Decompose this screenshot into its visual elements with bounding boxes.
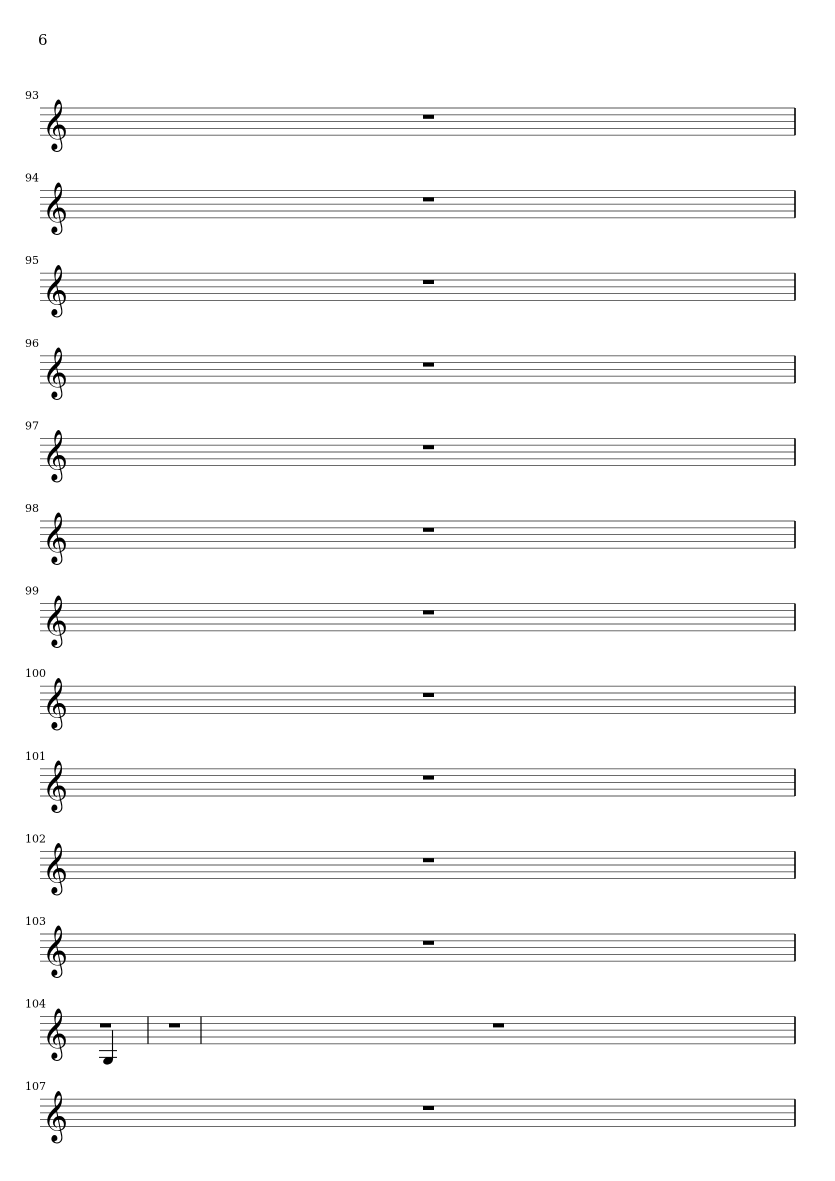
page-number: 6 xyxy=(38,31,48,49)
treble-clef-icon: 𝄞 xyxy=(42,264,69,316)
treble-clef-icon: 𝄞 xyxy=(42,677,69,729)
treble-clef-icon: 𝄞 xyxy=(42,429,69,481)
whole-rest xyxy=(423,197,434,201)
measure-number: 102 xyxy=(25,832,46,846)
staff-system xyxy=(25,89,795,152)
whole-rest xyxy=(423,941,434,945)
whole-rest xyxy=(423,610,434,614)
treble-clef-icon: 𝄞 xyxy=(42,99,69,151)
measure-number: 100 xyxy=(25,667,46,681)
staff-system xyxy=(25,172,795,235)
measure-number: 97 xyxy=(25,419,39,433)
whole-rest xyxy=(493,1023,504,1027)
staff-system xyxy=(25,254,795,317)
measure-number: 104 xyxy=(25,997,46,1011)
whole-rest xyxy=(169,1023,180,1027)
whole-rest xyxy=(423,1106,434,1110)
measure-number: 99 xyxy=(25,584,39,598)
whole-rest xyxy=(423,445,434,449)
whole-rest xyxy=(423,115,434,119)
staff-system xyxy=(25,667,795,730)
staff-system xyxy=(25,998,795,1066)
measure-number: 101 xyxy=(25,749,46,763)
measure-number: 95 xyxy=(25,254,39,268)
staff-system xyxy=(25,1080,795,1143)
treble-clef-icon: 𝄞 xyxy=(42,1007,69,1059)
whole-rest xyxy=(100,1023,111,1027)
whole-rest xyxy=(423,280,434,284)
measure-number: 98 xyxy=(25,502,39,515)
staff-system xyxy=(25,915,795,978)
staff-system xyxy=(25,419,795,482)
staff-system xyxy=(25,585,795,648)
treble-clef-icon: 𝄞 xyxy=(42,1090,69,1142)
treble-clef-icon: 𝄞 xyxy=(42,512,69,564)
treble-clef-icon: 𝄞 xyxy=(42,760,69,811)
staff-system xyxy=(25,750,795,813)
staff-system xyxy=(25,502,795,565)
treble-clef-icon: 𝄞 xyxy=(42,925,69,977)
staff-system xyxy=(25,832,795,895)
whole-rest xyxy=(423,528,434,532)
whole-rest xyxy=(423,776,434,780)
measure-number: 94 xyxy=(25,171,39,185)
treble-clef-icon: 𝄞 xyxy=(42,842,69,894)
whole-rest xyxy=(423,858,434,862)
staff-system xyxy=(25,337,795,400)
whole-rest xyxy=(423,363,434,367)
treble-clef-icon: 𝄞 xyxy=(42,594,69,646)
measure-number: 93 xyxy=(25,89,39,102)
treble-clef-icon: 𝄞 xyxy=(42,181,69,233)
measure-number: 96 xyxy=(25,336,39,350)
treble-clef-icon: 𝄞 xyxy=(42,347,69,398)
measure-number: 107 xyxy=(25,1080,46,1094)
measure-number: 103 xyxy=(25,915,46,928)
whole-rest xyxy=(423,693,434,697)
